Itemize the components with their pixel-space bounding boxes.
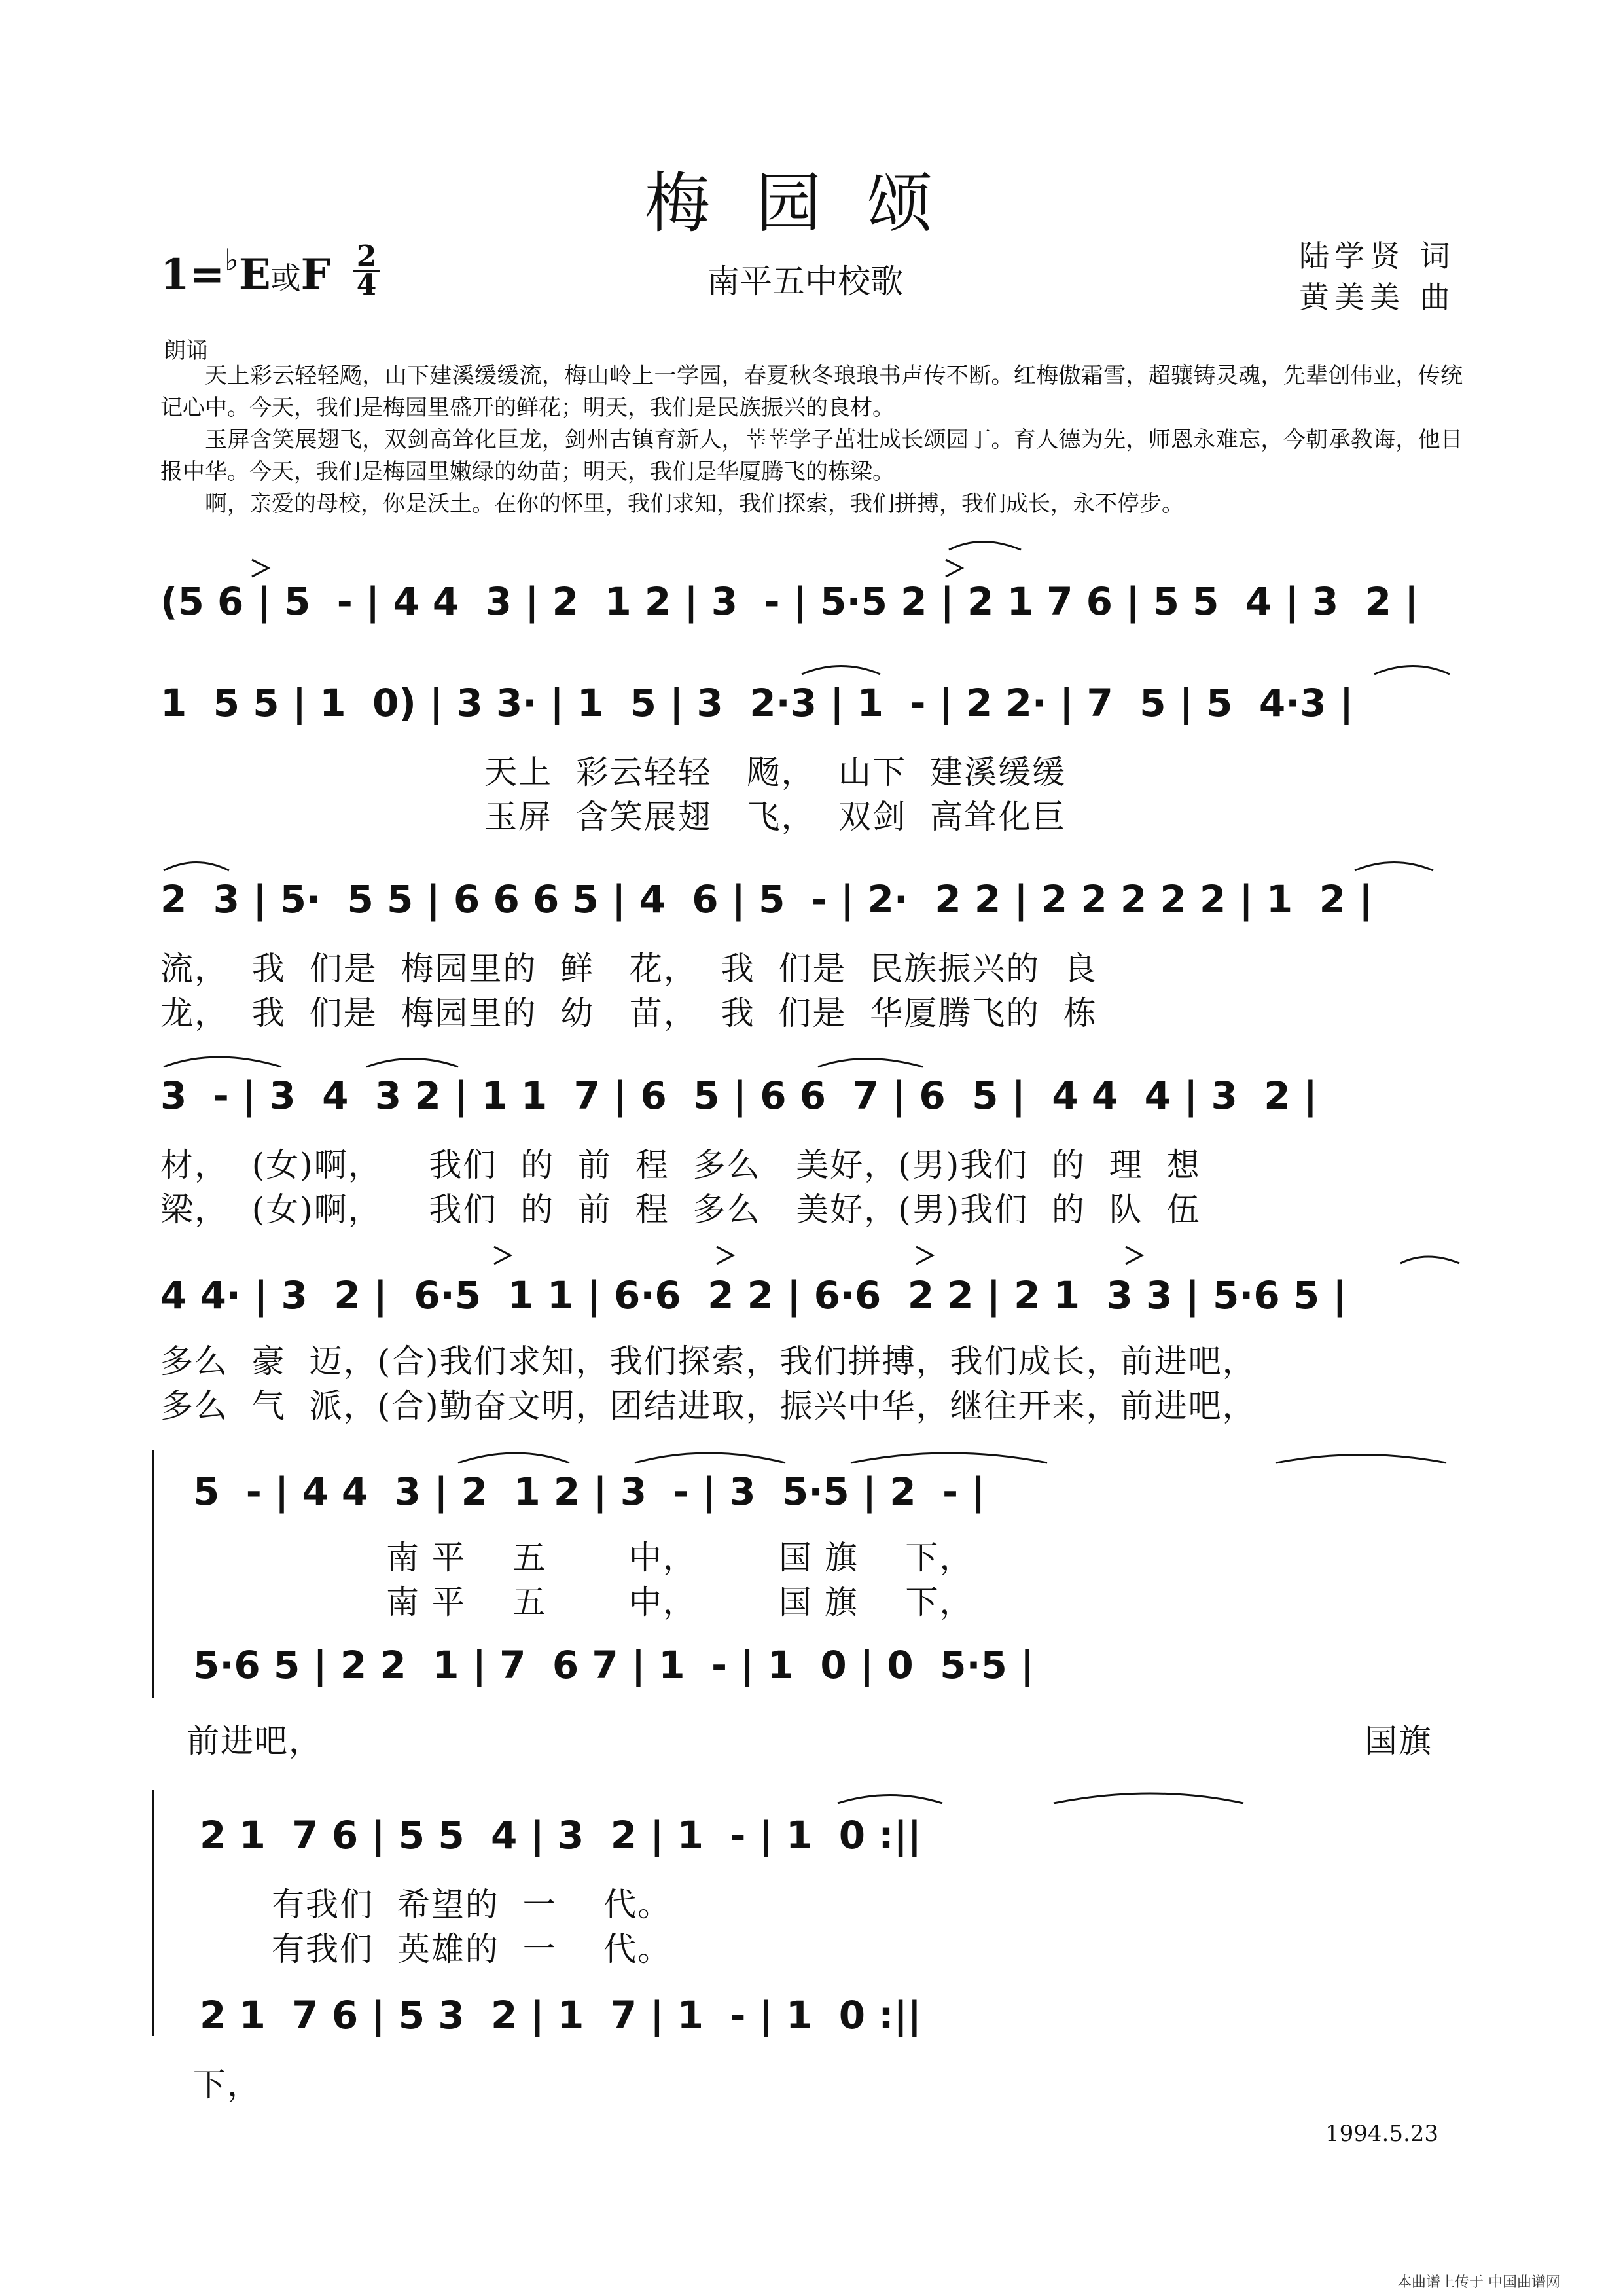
notation-upper-part: 2 1 7 6 | 5 5 4 | 3 2 | 1 - | 1 0 :|| xyxy=(200,1813,921,1857)
slur xyxy=(458,1453,569,1463)
lyric-verse-2: 玉屏 含笑展翅 飞， 双剑 高耸化巨 xyxy=(484,798,1067,836)
lyric-verse-2: 龙， 我 们是 梅园里的 幼 苗， 我 们是 华厦腾飞的 栋 xyxy=(160,994,1097,1032)
notation-line-1: (5 6 | 5 - | 4 4 3 | 2 1 2 | 3 - | 5·5 2 | 2 1 7 6 | 5 5 4 | 3 2 | xyxy=(160,579,1419,624)
slur xyxy=(366,1059,458,1067)
song-title: 梅园颂 xyxy=(645,165,978,242)
key-alt: F xyxy=(300,250,331,299)
recitation-paragraph: 天上彩云轻轻飏，山下建溪缓缓流，梅山岭上一学园，春夏秋冬琅琅书声传不断。红梅傲霜雪，超骧铸灵魂，先辈创伟业，传统记心中。今天，我们是梅园里盛开的鲜花；明天，我们是民族振兴的良材。 xyxy=(160,363,1463,421)
lyric-lower-1: 前进吧， xyxy=(187,1722,323,1760)
notation-line-2: 1 5 5 | 1 0) | 3 3· | 1 5 | 3 2·3 | 1 - | 2 2· | 7 5 | 5 4·3 | xyxy=(160,681,1354,725)
lyric-verse-1: 多么 豪 迈，(合)我们求知，我们探索，我们拼搏，我们成长，前进吧， xyxy=(160,1342,1257,1380)
key-note: E xyxy=(238,250,271,299)
slur xyxy=(1355,863,1433,871)
accent xyxy=(494,1247,510,1264)
recitation-paragraph: 玉屏含笑展翅飞，双剑高耸化巨龙，剑州古镇育新人，莘莘学子茁壮成长颂园丁。育人德为先，师恩永难忘，今朝承教诲，他日报中华。今天，我们是梅园里嫩绿的幼苗；明天，我们是华厦腾飞的栋梁。 xyxy=(160,427,1463,485)
slur xyxy=(635,1453,785,1463)
lyric-verse-1: 流， 我 们是 梅园里的 鲜 花， 我 们是 民族振兴的 良 xyxy=(160,950,1097,988)
lyricist-credit: 陆学贤 词 xyxy=(1299,238,1455,274)
lyric-lower-1: 下， xyxy=(193,2066,261,2104)
lyric-verse-1: 天上 彩云轻轻 飏， 山下 建溪缓缓 xyxy=(484,753,1067,791)
notation-upper-part: 5 - | 4 4 3 | 2 1 2 | 3 - | 3 5·5 | 2 - | xyxy=(193,1469,986,1514)
slur xyxy=(1400,1257,1459,1263)
slur xyxy=(1054,1793,1243,1803)
notation-lower-part: 2 1 7 6 | 5 3 2 | 1 7 | 1 - | 1 0 :|| xyxy=(200,1993,921,2037)
accent xyxy=(916,1247,933,1264)
slur xyxy=(1374,666,1450,675)
notation-line-4: 3 - | 3 4 3 2 | 1 1 7 | 6 5 | 6 6 7 | 6 5 | 4 4 4 | 3 2 | xyxy=(160,1073,1317,1118)
footer-watermark: 本曲谱上传于 中国曲谱网 xyxy=(1397,2274,1560,2291)
lyric-verse-2: 有我们 英雄的 一 代。 xyxy=(272,1930,672,1968)
composition-date: 1994.5.23 xyxy=(1325,2121,1439,2147)
lyric-verse-1: 南 平 五 中， 国 旗 下， xyxy=(386,1539,974,1577)
accent xyxy=(717,1247,733,1264)
flat-sign: ♭ xyxy=(224,242,239,278)
lyric-verse-1: 有我们 希望的 一 代。 xyxy=(272,1886,672,1924)
slur xyxy=(1276,1455,1446,1463)
recitation-label: 朗诵 xyxy=(164,338,208,364)
slur xyxy=(802,666,880,675)
slur xyxy=(164,1057,281,1067)
slur xyxy=(949,542,1021,550)
notation-lower-part: 5·6 5 | 2 2 1 | 7 6 7 | 1 - | 1 0 | 0 5·5 | xyxy=(193,1643,1035,1687)
recitation-paragraph: 啊，亲爱的母校，你是沃土。在你的怀里，我们求知，我们探索，我们拼搏，我们成长，永不停步。 xyxy=(205,491,1184,517)
notation-line-5: 4 4· | 3 2 | 6·5 1 1 | 6·6 2 2 | 6·6 2 2 | 2 1 3 3 | 5·6 5 | xyxy=(160,1273,1347,1318)
meter-bottom: 4 xyxy=(356,268,377,302)
lyric-verse-2: 梁， (女)啊， 我们 的 前 程 多么 美好，(男)我们 的 队 伍 xyxy=(160,1191,1201,1229)
accent xyxy=(252,560,268,577)
accent xyxy=(946,560,962,577)
slur xyxy=(838,1795,942,1804)
subtitle: 南平五中校歌 xyxy=(707,262,903,300)
lyric-lower-2: 国旗 xyxy=(1364,1722,1433,1760)
key-or: 或 xyxy=(270,260,301,296)
slur xyxy=(818,1059,923,1067)
slur xyxy=(851,1453,1047,1463)
accent xyxy=(1126,1247,1142,1264)
lyric-verse-2: 南 平 五 中， 国 旗 下， xyxy=(386,1583,974,1621)
slur xyxy=(164,863,229,871)
composer-credit: 黄美美 曲 xyxy=(1299,279,1455,315)
lyric-verse-1: 材， (女)啊， 我们 的 前 程 多么 美好，(男)我们 的 理 想 xyxy=(160,1146,1201,1184)
key-prefix: 1= xyxy=(160,250,225,299)
meter-top: 2 xyxy=(356,240,377,273)
notation-line-3: 2 3 | 5· 5 5 | 6 6 6 5 | 4 6 | 5 - | 2· 2 2 | 2 2 2 2 2 | 1 2 | xyxy=(160,877,1373,922)
lyric-verse-2: 多么 气 派，(合)勤奋文明，团结进取，振兴中华，继往开来，前进吧， xyxy=(160,1387,1257,1425)
